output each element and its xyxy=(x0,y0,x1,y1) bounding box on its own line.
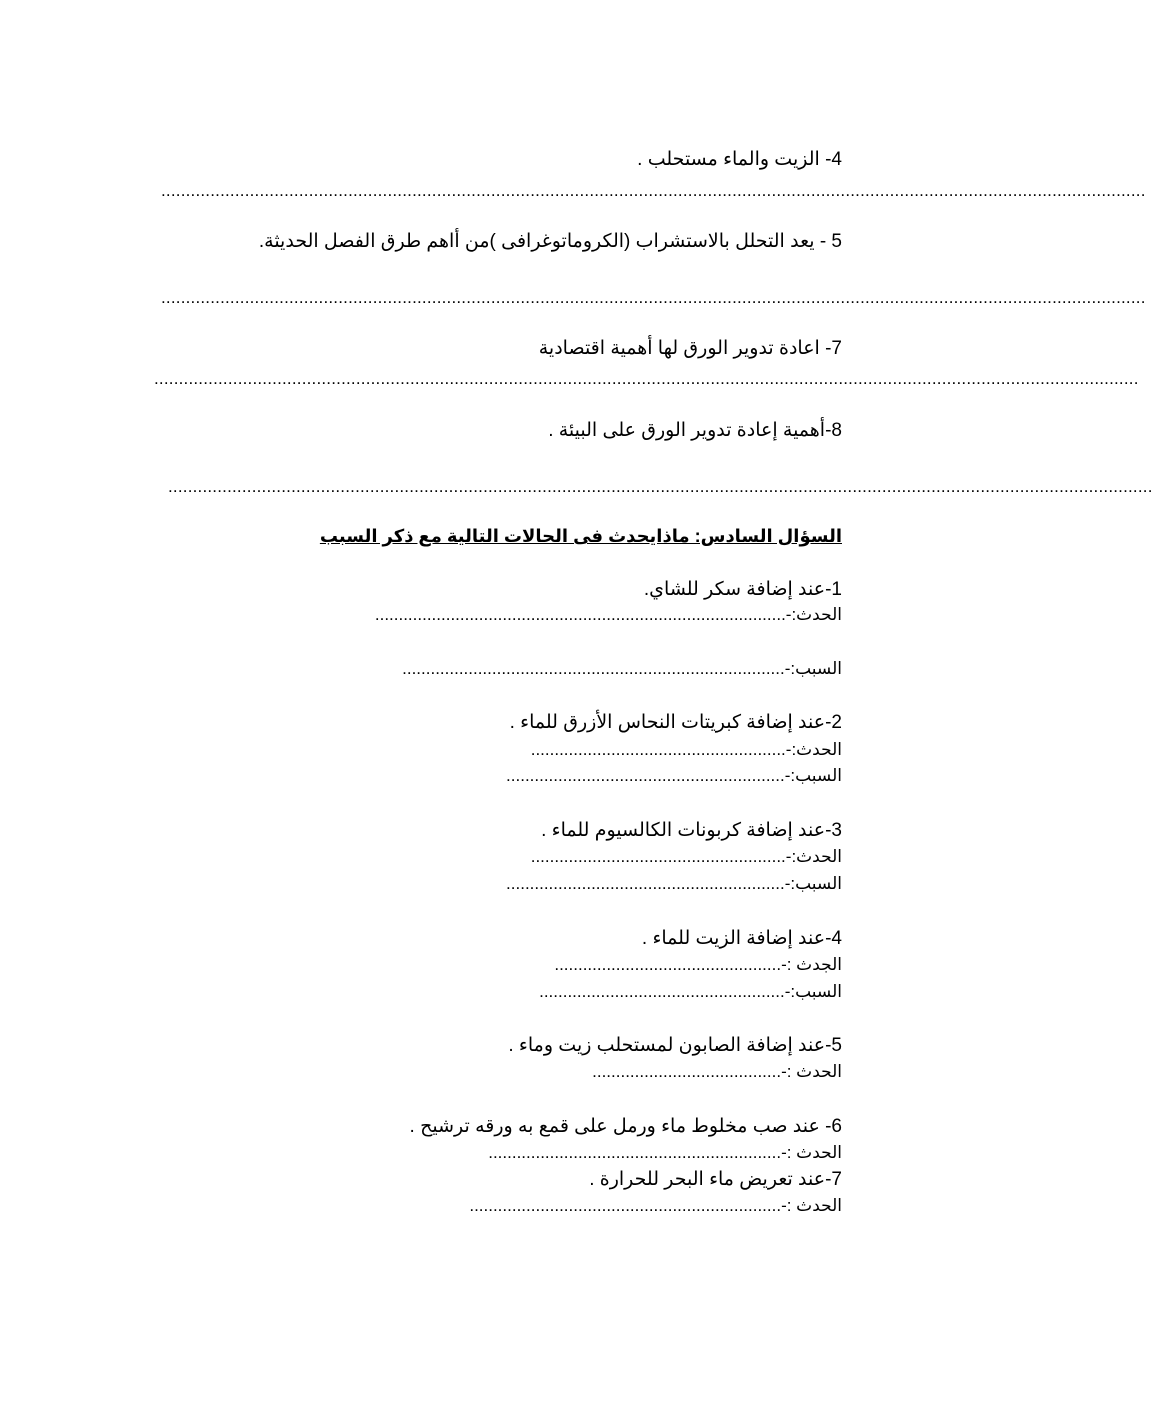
event-label: الحدث:- xyxy=(785,740,842,759)
answer-dots: .................................................... xyxy=(539,982,785,1001)
reason-label: السبب:- xyxy=(784,766,842,785)
case-3-prompt: 3-عند إضافة كربونات الكالسيوم للماء . xyxy=(541,820,842,841)
answer-line: ........................................................................................................................................................................................................ xyxy=(168,477,1153,496)
event-row xyxy=(531,741,842,758)
event-label: الحدث:- xyxy=(785,847,842,866)
question-7: 7- اعادة تدوير الورق لها أهمية اقتصادية xyxy=(538,338,842,359)
answer-dots: ........................................ xyxy=(592,1062,782,1081)
case-2-prompt: 2-عند إضافة كبريتات النحاس الأزرق للماء . xyxy=(509,712,842,733)
answer-dots: .............................................................. xyxy=(488,1143,782,1162)
reason-label: السبب:- xyxy=(784,982,842,1001)
event-row xyxy=(592,1063,842,1080)
event-label: الحدث :- xyxy=(781,1196,842,1215)
case-7-prompt: 7-عند تعريض ماء البحر للحرارة . xyxy=(589,1169,842,1190)
case-1-prompt: 1-عند إضافة سكر للشاي. xyxy=(643,579,842,600)
reason-label: السبب:- xyxy=(784,874,842,893)
answer-line: ........................................................................................................................................................................................................ xyxy=(161,288,1146,307)
case-6-prompt: 6- عند صب مخلوط ماء ورمل على قمع به ورقه ترشيح . xyxy=(409,1116,842,1137)
answer-dots: ................................................................................. xyxy=(402,659,785,678)
reason-row xyxy=(539,983,842,1000)
reason-row xyxy=(506,875,842,892)
answer-dots: ...................................................... xyxy=(530,847,786,866)
answer-dots: ...................................................... xyxy=(530,740,786,759)
event-row xyxy=(488,1144,842,1161)
event-label: الحدث :- xyxy=(781,1143,842,1162)
event-label: الحدث:- xyxy=(785,605,842,624)
reason-label: السبب:- xyxy=(784,659,842,678)
answer-line: ........................................................................................................................................................................................................ xyxy=(161,181,1146,200)
event-label: الجدث :- xyxy=(781,955,842,974)
answer-dots: ....................................................................................... xyxy=(374,605,786,624)
case-4-prompt: 4-عند إضافة الزيت للماء . xyxy=(641,928,842,949)
question-5: 5 - يعد التحلل بالاستشراب (الكروماتوغرافى )من أاهم طرق الفصل الحديثة. xyxy=(258,231,842,252)
question-8: 8-أهمية إعادة تدوير الورق على البيئة . xyxy=(548,420,842,441)
event-row xyxy=(375,606,842,623)
answer-dots: ........................................................... xyxy=(506,766,785,785)
answer-line: ........................................................................................................................................................................................................ xyxy=(154,369,1139,388)
event-row xyxy=(469,1197,842,1214)
case-5-prompt: 5-عند إضافة الصابون لمستحلب زيت وماء . xyxy=(508,1035,842,1056)
question-4: 4- الزيت والماء مستحلب . xyxy=(637,149,842,170)
section-heading: السؤال السادس: ماذايحدث فى الحالات التالية مع ذكر السبب xyxy=(319,526,842,546)
answer-dots: .................................................................. xyxy=(469,1196,782,1215)
reason-row xyxy=(402,660,842,677)
event-row xyxy=(554,956,842,973)
answer-dots: ................................................ xyxy=(554,955,782,974)
answer-dots: ........................................................... xyxy=(506,874,785,893)
event-label: الحدث :- xyxy=(781,1062,842,1081)
event-row xyxy=(531,848,842,865)
reason-row xyxy=(506,767,842,784)
